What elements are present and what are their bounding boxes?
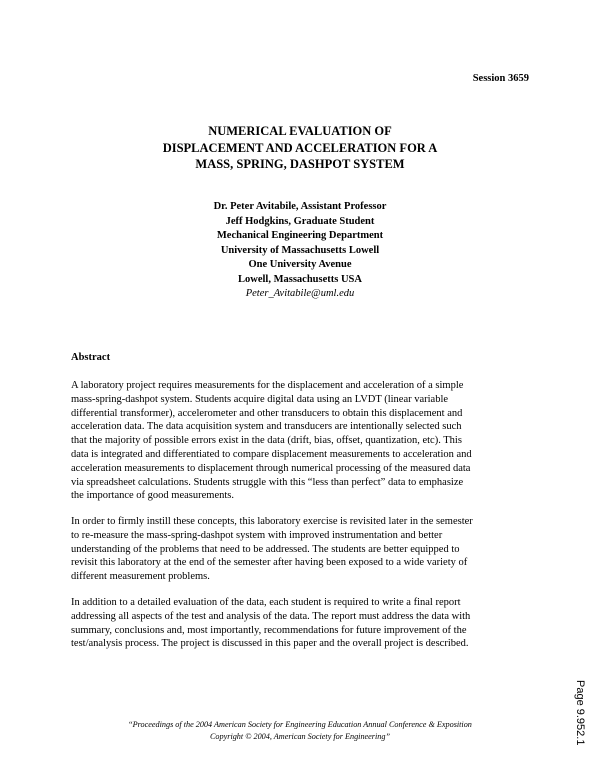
text-line: addressing all aspects of the test and analysis of the data. The report must address the data with bbox=[71, 610, 471, 622]
abstract-paragraph-1 bbox=[71, 379, 531, 503]
title-line: MASS, SPRING, DASHPOT SYSTEM bbox=[195, 157, 405, 171]
author-line: Lowell, Massachusetts USA bbox=[238, 273, 362, 285]
text-line: mass-spring-dashpot system. Students acquire digital data using an LVDT (linear variable bbox=[71, 393, 449, 405]
text-line: In addition to a detailed evaluation of the data, each student is required to write a final report bbox=[71, 597, 461, 608]
session-number: Session 3659 bbox=[472, 73, 529, 84]
paper-title bbox=[0, 123, 600, 173]
page-stamp: Page 9.952.1 bbox=[574, 680, 586, 746]
title-line: NUMERICAL EVALUATION OF bbox=[208, 124, 392, 138]
text-line: A laboratory project requires measurements for the displacement and acceleration of a simple bbox=[71, 380, 464, 391]
text-line: summary, conclusions and, most importantly, recommendations for future improvement of the bbox=[71, 624, 467, 636]
text-line: to re-measure the mass-spring-dashpot system with improved instrumentation and better bbox=[71, 529, 443, 541]
text-line: revisit this laboratory at the end of the semester after having been exposed to a wide variety of bbox=[71, 557, 468, 569]
author-line: Mechanical Engineering Department bbox=[216, 230, 384, 241]
text-line: the importance of good measurements. bbox=[71, 490, 234, 502]
author-line: Dr. Peter Avitabile, Assistant Professor bbox=[213, 201, 387, 212]
text-line: In order to firmly instill these concepts, this laboratory exercise is revisited later in the semester bbox=[71, 516, 473, 527]
title-line: DISPLACEMENT AND ACCELERATION FOR A bbox=[162, 140, 438, 155]
abstract-paragraph-3 bbox=[71, 596, 531, 651]
footer-line: Copyright © 2004, American Society for Engineering” bbox=[209, 732, 391, 741]
text-line: understanding of the problems that need to be addressed. The students are better equipped to bbox=[71, 543, 460, 555]
text-line: test/analysis process. The project is discussed in this paper and the overall project is described. bbox=[71, 638, 469, 650]
text-line: acceleration measurements to displacement through numerical processing of the measured data bbox=[71, 462, 471, 474]
author-email[interactable]: Peter_Avitabile@uml.edu bbox=[245, 288, 355, 299]
abstract-paragraph-2 bbox=[71, 515, 531, 584]
text-line: differential transformer), accelerometer and other transducers to obtain this displacement and bbox=[71, 407, 463, 419]
footer-line: “Proceedings of the 2004 American Society for Engineering Education Annual Conference & Exposition bbox=[128, 720, 472, 729]
author-line: Jeff Hodgkins, Graduate Student bbox=[225, 215, 375, 227]
text-line: acceleration data. The data acquisition system and transducers are intentionally selected such bbox=[71, 421, 462, 433]
text-line: via spreadsheet calculations. Students struggle with this “less than perfect” data to emphasize bbox=[71, 476, 464, 488]
author-line: University of Massachusetts Lowell bbox=[220, 244, 380, 256]
proceedings-footer bbox=[0, 719, 600, 743]
text-line: data is integrated and differentiated to compare displacement measurements to acceleration and bbox=[71, 448, 472, 460]
author-block bbox=[0, 200, 600, 302]
abstract-heading: Abstract bbox=[71, 352, 111, 363]
author-line: One University Avenue bbox=[248, 259, 352, 270]
text-line: different measurement problems. bbox=[71, 571, 210, 583]
text-line: that the majority of possible errors exist in the data (drift, bias, offset, quantization, etc). This bbox=[71, 435, 462, 447]
